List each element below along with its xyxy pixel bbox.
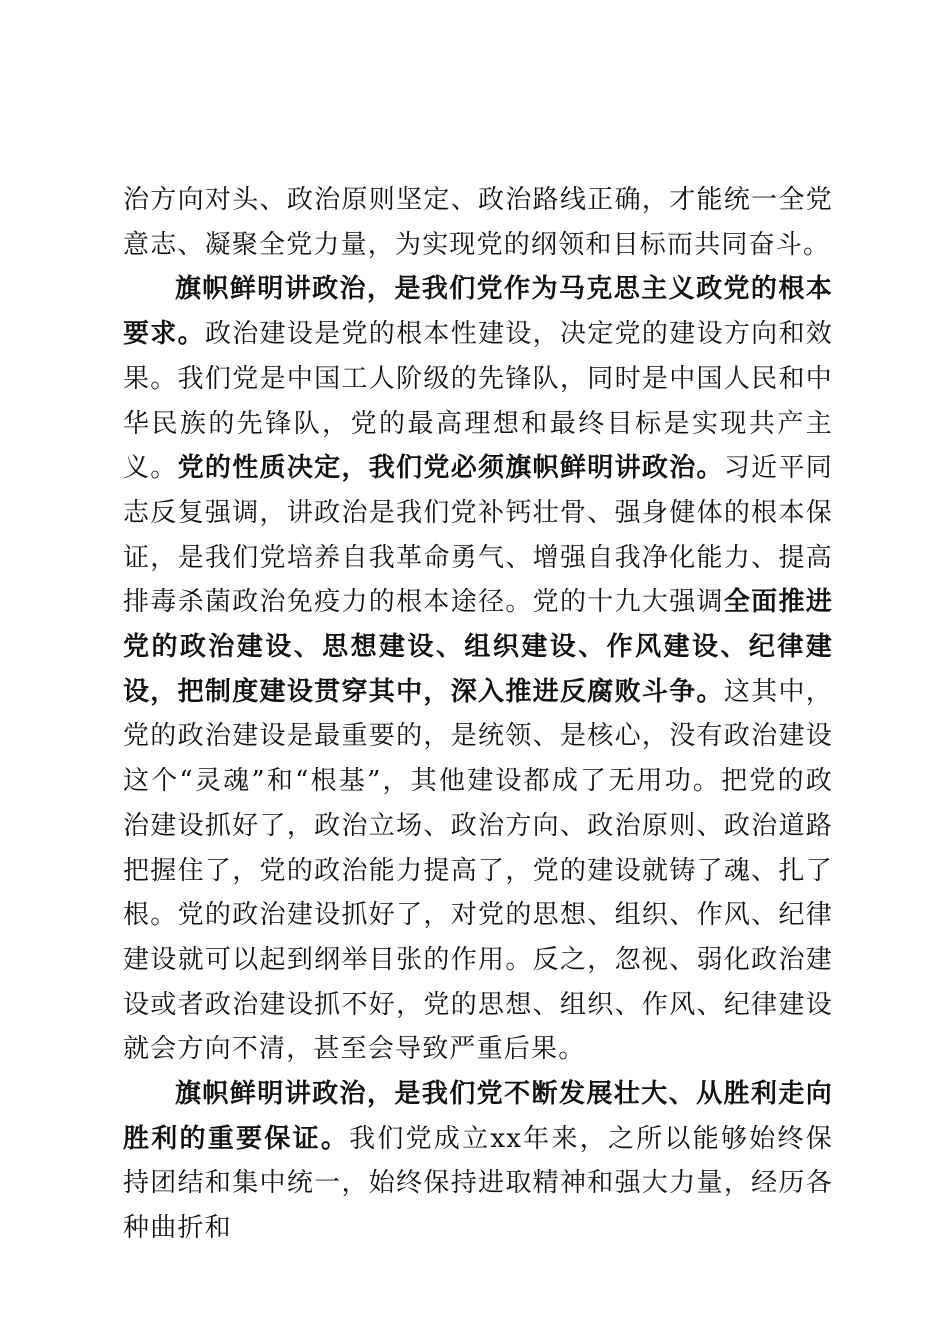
- paragraph-important-guarantee: [123, 1072, 833, 1251]
- paragraph-continuation: [123, 178, 833, 267]
- text-segment: 治方向对头、政治原则坚定、政治路线正确，才能统一全党意志、凝聚全党力量，为实现党的纲领和目标而共同奋斗。: [123, 185, 833, 260]
- document-body: [123, 178, 833, 1251]
- bold-segment: 党的性质决定，我们党必须旗帜鲜明讲政治。: [177, 453, 724, 484]
- bold-segment: 全面推进党的政治建设、思想建设、组织建设、作风建设、纪律建设，把制度建设贯穿其中，深入推进反腐败斗争。: [123, 587, 833, 707]
- paragraph-political-requirement: [123, 267, 833, 1072]
- bold-heading-segment: 旗帜鲜明讲政治，是我们党作为马克思主义政党的根本要求。: [123, 274, 833, 350]
- text-segment: 政治建设是党的根本性建设，决定党的建设方向和效果。我们党是中国工人阶级的先锋队，同时是中国人民和中华民族的先锋队，党的最高理想和最终目标是实现共产主义。: [123, 319, 833, 484]
- text-segment: 这其中，党的政治建设是最重要的，是统领、是核心，没有政治建设这个“灵魂”和“根基”，其他建设都成了无用功。把党的政治建设抓好了，政治立场、政治方向、政治原则、政治道路把握住了，党的政治能力提高了，党的建设就铸了魂、扎了根。党的政治建设抓好了，对党的思想、组织、作风、纪律建设就可以起到纲举目张的作用。反之，忽视、弱化政治建设或者政治建设抓不好，党的思想、组织、作风、纪律建设就会方向不清，甚至会导致严重后果。: [123, 676, 833, 1065]
- text-segment: 习近平同志反复强调，讲政治是我们党补钙壮骨、强身健体的根本保证，是我们党培养自我革命勇气、增强自我净化能力、提高排毒杀菌政治免疫力的根本途径。党的十九大强调: [123, 453, 833, 618]
- text-segment: 我们党成立xx年来，之所以能够始终保持团结和集中统一，始终保持进取精神和强大力量，经历各种曲折和: [123, 1123, 833, 1244]
- bold-heading-segment: 旗帜鲜明讲政治，是我们党不断发展壮大、从胜利走向胜利的重要保证。: [123, 1079, 833, 1154]
